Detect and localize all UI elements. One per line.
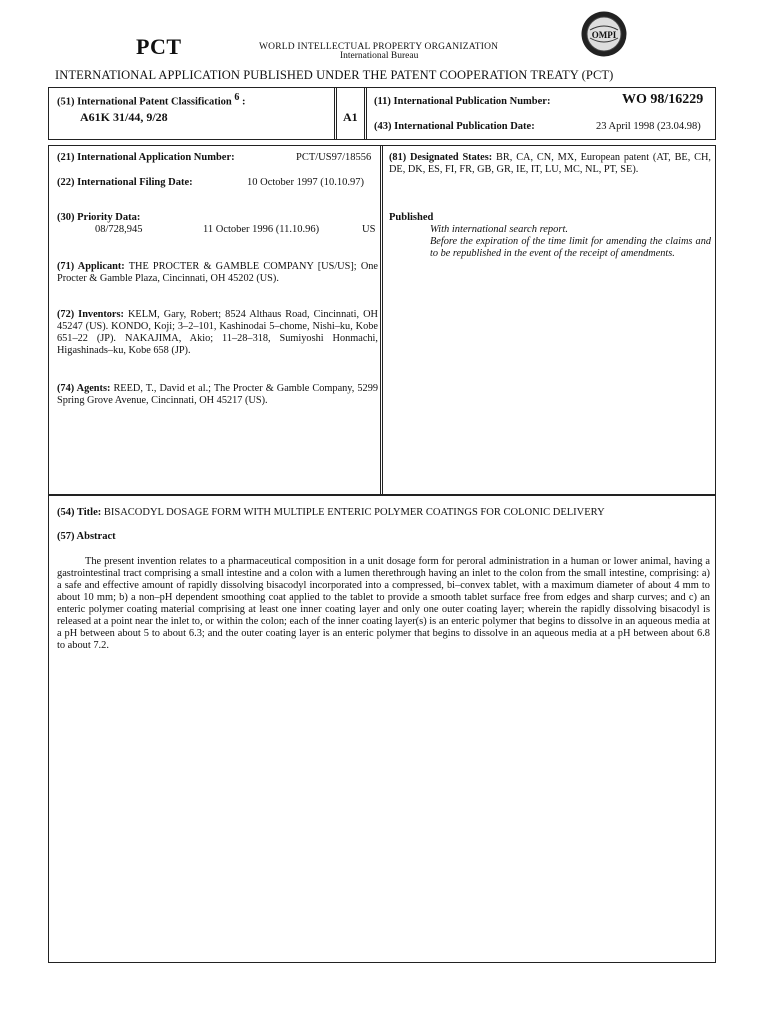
filing-date-label: (22) International Filing Date: (57, 177, 193, 188)
organization-name: WORLD INTELLECTUAL PROPERTY ORGANIZATION (259, 42, 499, 52)
agents-label: (74) Agents: (57, 383, 111, 394)
published-amendments-note: Before the expiration of the time limit for amending the claims and to be republished in the event of the receipt of amendments. (430, 236, 711, 259)
application-number: PCT/US97/18556 (296, 152, 372, 163)
applicant-text: THE PROCTER & GAMBLE COMPANY [US/US]; One Procter & Gamble Plaza, Cincinnati, OH 45202 (US). (57, 261, 378, 284)
classification-label: (51) International Patent Classification $^6$ : (57, 92, 246, 108)
publication-number: WO 98/16229 (622, 92, 704, 107)
document-title: INTERNATIONAL APPLICATION PUBLISHED UNDER THE PATENT COOPERATION TREATY (PCT) (55, 68, 614, 82)
filing-date: 10 October 1997 (10.10.97) (247, 177, 364, 188)
agents-text: REED, T., David et al.; The Procter & Gamble Company, 5299 Spring Grove Avenue, Cincinnati, OH 45217 (US). (57, 383, 378, 406)
designated-states-entry (389, 152, 711, 188)
classification-value: A61K 31/44, 9/28 (80, 110, 168, 124)
kind-code: A1 (343, 110, 358, 124)
title-label: (54) Title: (57, 507, 102, 518)
priority-number: 08/728,945 (95, 224, 143, 235)
applicant-entry (57, 261, 378, 297)
published-label: Published (389, 212, 434, 223)
bibliographic-right-cell (380, 145, 716, 496)
application-number-label: (21) International Application Number: (57, 152, 235, 163)
priority-date: 11 October 1996 (11.10.96) (203, 224, 320, 235)
priority-label: (30) Priority Data: (57, 212, 141, 223)
title-text: BISACODYL DOSAGE FORM WITH MULTIPLE ENTERIC POLYMER COATINGS FOR COLONIC DELIVERY (103, 507, 605, 518)
priority-country: US (362, 224, 376, 235)
logo-text: OMPI (591, 30, 617, 40)
title-entry (57, 507, 707, 519)
publication-number-label: (11) International Publication Number: (374, 96, 551, 107)
designated-states-label: (81) Designated States: (389, 152, 493, 163)
publication-date: 23 April 1998 (23.04.98) (596, 121, 701, 132)
bureau-name: International Bureau (340, 51, 419, 61)
published-search-report: With international search report. (430, 224, 569, 235)
abstract-label: (57) Abstract (57, 531, 116, 542)
agents-entry (57, 383, 378, 419)
publication-date-label: (43) International Publication Date: (374, 121, 535, 132)
inventors-entry (57, 309, 378, 371)
inventors-text: KELM, Gary, Robert; 8524 Althaus Road, Cincinnati, OH 45247 (US). KONDO, Koji; 3–2–101, Kashinodai 5–chome, Nishi–ku, Kobe 651–22 (JP). NAKAJIMA, Akio; 11–28–318, Sumiyoshi Honmachi, Higashinads–ku, Kobe 658 (JP). (57, 309, 378, 356)
designated-states-text: BR, CA, CN, MX, European patent (AT, BE, CH, DE, DK, ES, FI, FR, GB, GR, IE, IT, LU, MC, NL, PT, SE). (389, 152, 711, 175)
classification-edition: 6 (234, 92, 240, 103)
inventors-label: (72) Inventors: (57, 309, 124, 320)
pct-heading: PCT (136, 34, 182, 59)
wipo-ompi-logo (580, 10, 628, 58)
abstract-text: The present invention relates to a pharmaceutical composition in a unit dosage form for peroral administration in a human or lower animal, having a gastrointestinal tract comprising a small intestine and a colon with a lumen therethrough having an inlet to the colon from the small intestine, comprising: a) a safe and effective amount of rapidly dissolving bisacodyl incorporated into a compressed, bi–convex tablet, with a maximum diameter of about 4 mm to about 10 mm; b) a non–pH dependent smoothing coat applied to the tablet to provide a smooth tablet surface free from edges and sharp curves; and c) an enteric polymer coating material comprising at least one inner coating layer and only one outer coating layer; wherein the rapidly dissolving bisacodyl is released at a point near the inlet to, or within the colon; each of the inner coating layer(s) is an enteric polymer that begins to dissolve in an aqueous media at a pH between about 5 to about 6.3; and the outer coating layer is an enteric polymer that begins to dissolve in an aqueous media at a pH between about 6.8 to about 7.2. (57, 556, 710, 651)
applicant-label: (71) Applicant: (57, 261, 125, 272)
